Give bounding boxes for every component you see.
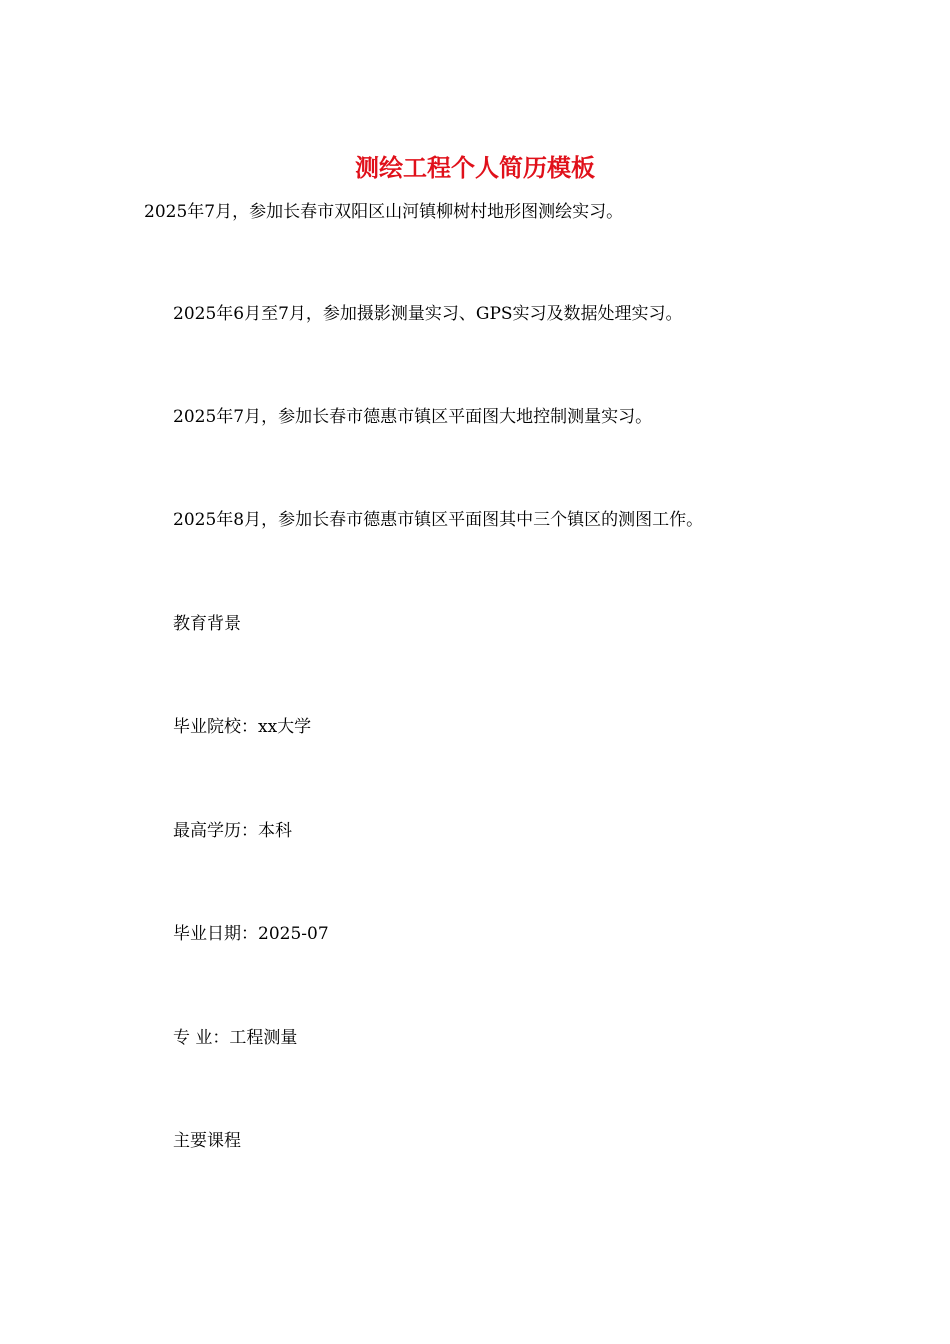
education-degree: 最高学历：本科: [173, 821, 292, 841]
education-school: 毕业院校：xx大学: [173, 717, 312, 737]
paragraph-internship-1: 2025年7月，参加长春市双阳区山河镇柳树村地形图测绘实习。: [144, 202, 624, 222]
education-major: 专 业：工程测量: [173, 1028, 298, 1048]
education-graduation-date: 毕业日期：2025-07: [173, 924, 329, 944]
section-heading-education: 教育背景: [173, 614, 241, 634]
paragraph-internship-2: 2025年6月至7月，参加摄影测量实习、GPS实习及数据处理实习。: [173, 304, 683, 324]
paragraph-internship-3: 2025年7月，参加长春市德惠市镇区平面图大地控制测量实习。: [173, 407, 653, 427]
paragraph-internship-4: 2025年8月，参加长春市德惠市镇区平面图其中三个镇区的测图工作。: [173, 510, 704, 530]
document-title: 测绘工程个人简历模板: [355, 153, 595, 182]
section-heading-courses: 主要课程: [173, 1131, 241, 1151]
